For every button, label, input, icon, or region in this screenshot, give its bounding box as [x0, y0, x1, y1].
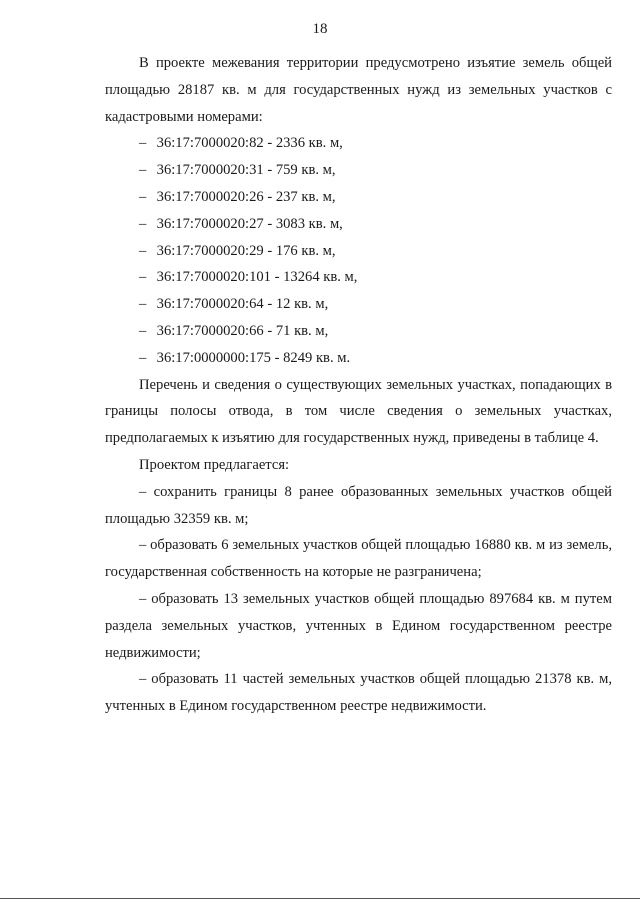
list-item — [105, 318, 612, 345]
list-item — [105, 157, 612, 184]
parcel-text: 36:17:7000020:31 - 759 кв. м, — [156, 162, 336, 179]
list-item — [105, 184, 612, 211]
list-dash: – — [139, 269, 147, 286]
bottom-divider — [0, 898, 640, 899]
list-dash: – — [139, 188, 147, 205]
parcel-text: 36:17:7000020:101 - 13264 кв. м, — [156, 269, 358, 286]
proposal-item: – образовать 6 земельных участков общей площадью 16880 кв. м из земель, государственная собственность на которые не разграничена; — [105, 537, 612, 581]
list-dash: – — [139, 242, 147, 259]
list-item — [105, 211, 612, 238]
document-body — [105, 50, 612, 720]
intro-paragraph: В проекте межевания территории предусмотрено изъятие земель общей площадью 28187 кв. м для государственных нужд из земельных участков с кадастровыми номерами: — [105, 55, 612, 125]
proposal-item: – образовать 13 земельных участков общей площадью 897684 кв. м путем раздела земельных участков, учтенных в Едином государственном реестре недвижимости; — [105, 590, 612, 661]
list-dash: – — [139, 296, 147, 313]
list-dash: – — [139, 215, 147, 232]
parcel-text: 36:17:7000020:29 - 176 кв. м, — [156, 242, 336, 259]
list-item — [105, 130, 612, 157]
parcel-text: 36:17:7000020:27 - 3083 кв. м, — [156, 215, 343, 232]
page-number: 18 — [312, 21, 328, 37]
parcel-text: 36:17:7000020:66 - 71 кв. м, — [156, 322, 329, 339]
list-dash: – — [139, 349, 147, 366]
list-item — [105, 238, 612, 265]
parcel-text: 36:17:7000020:82 - 2336 кв. м, — [156, 135, 343, 152]
list-item — [105, 291, 612, 318]
parcel-list — [105, 130, 612, 371]
list-dash: – — [139, 162, 147, 179]
parcel-text: 36:17:7000020:64 - 12 кв. м, — [156, 296, 329, 313]
parcel-text: 36:17:0000000:175 - 8249 кв. м. — [156, 349, 351, 366]
proposal-heading: Проектом предлагается: — [139, 456, 290, 473]
list-item — [105, 345, 612, 372]
parcel-info-paragraph: Перечень и сведения о существующих земельных участках, попадающих в границы полосы отвода, в том числе сведения о земельных участках, предполагаемых к изъятию для государственных нужд, приведены в таблице 4. — [105, 376, 612, 447]
list-dash: – — [139, 322, 147, 339]
list-item — [105, 264, 612, 291]
list-dash: – — [139, 135, 147, 152]
proposal-item: – сохранить границы 8 ранее образованных земельных участков общей площадью 32359 кв. м; — [105, 483, 612, 527]
parcel-text: 36:17:7000020:26 - 237 кв. м, — [156, 188, 336, 205]
proposal-item: – образовать 11 частей земельных участков общей площадью 21378 кв. м, учтенных в Едином государственном реестре недвижимости. — [105, 671, 612, 715]
